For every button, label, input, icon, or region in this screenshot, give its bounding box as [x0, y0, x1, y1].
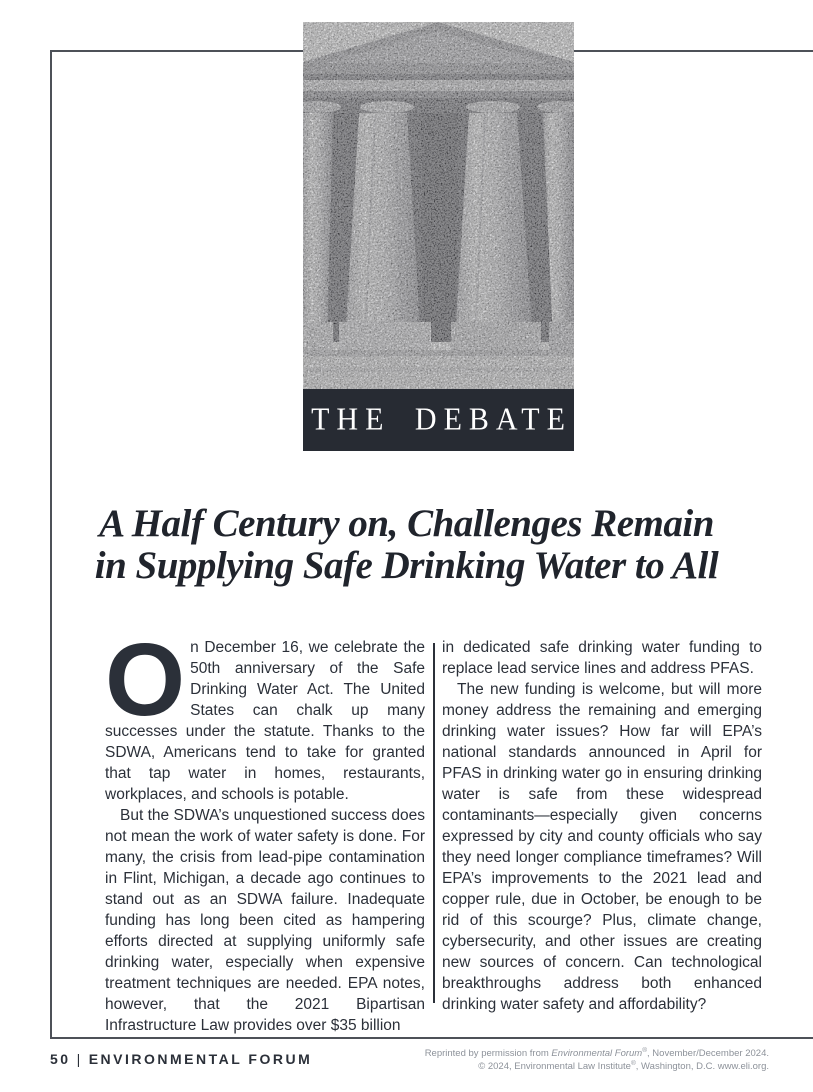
article-title [26, 503, 787, 587]
section-banner-label: THE DEBATE [311, 402, 572, 437]
drop-cap: O [105, 622, 184, 737]
reprint-notice [425, 1048, 769, 1073]
paragraph [105, 622, 425, 805]
article-body [105, 622, 762, 1036]
article-title-line1: A Half Century on, Challenges Remain [99, 502, 714, 545]
paragraph: The new funding is welcome, but will more money address the remaining and emerging drinking water issues? How far will EPA’s national standards announced in April for PFAS in drinking water go in ensuring drinking water is safe from these widespread contaminants—especially given concerns expressed by city and county officials who say they need longer compliance timeframes? Will EPA’s improvements to the 2021 lead and copper rule, due in October, be enough to be rid of this scourge? Plus, climate change, cybersecurity, and other issues are creating new sources of concern. Can technological breakthroughs address both enhanced drinking water safety and affordability? [442, 681, 762, 1013]
article-column-right [442, 637, 762, 1036]
registered-mark: ® [642, 1046, 648, 1054]
footer-separator: | [76, 1051, 83, 1067]
paragraph: in dedicated safe drinking water funding to replace lead service lines and address PFAS. [442, 639, 762, 677]
column-divider [433, 643, 435, 1003]
article-title-line2: in Supplying Safe Drinking Water to All [94, 544, 719, 587]
courthouse-columns-image [303, 22, 574, 389]
reprint-notice-line1: Reprinted by permission from Environmental Forum®, November/December 2024. [424, 1046, 769, 1059]
masthead [303, 22, 574, 451]
reprint-notice-line2: © 2024, Environmental Law Institute®, Washington, D.C. www.eli.org. [478, 1059, 769, 1072]
registered-mark: ® [630, 1059, 636, 1067]
paragraph: But the SDWA’s unquestioned success does not mean the work of water safety is done. For many, the crisis from lead-pipe contamination in Flint, Michigan, a decade ago continues to stand out as an SDWA failure. Inadequate funding has long been cited as hampering efforts directed at supplying uniformly safe drinking water, especially when expensive treatment techniques are needed. EPA notes, however, that the 2021 Bipartisan Infrastructure Law provides over $35 billion [105, 807, 425, 1034]
article-column-left [105, 622, 425, 1036]
paragraph-text: n December 16, we celebrate the 50th anniversary of the Safe Drinking Water Act. The United States can chalk up many successes under the statute. Thanks to the SDWA, Americans tend to take for granted that tap water in homes, restaurants, workplaces, and schools is potable. [105, 639, 425, 803]
page-number: 50 [50, 1051, 71, 1067]
page-footer [50, 1051, 312, 1067]
section-banner [303, 389, 574, 451]
journal-name: ENVIRONMENTAL FORUM [88, 1051, 313, 1067]
page-border-bottom [50, 1037, 813, 1039]
